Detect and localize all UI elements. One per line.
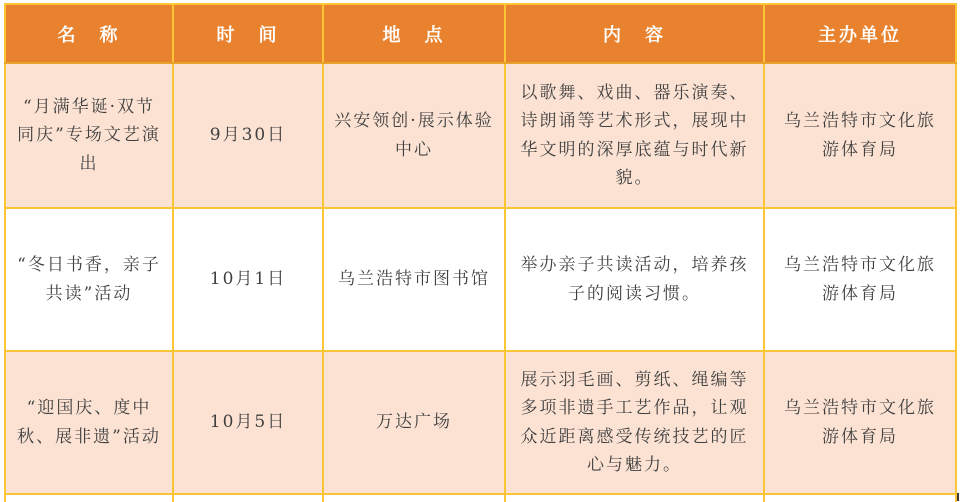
cell-location: 乌兰浩特市图书馆	[323, 208, 505, 351]
cell-name: “冬日书香，亲子共读”活动	[5, 208, 173, 351]
cell-organizer: 乌兰浩特市文化旅游体育局	[764, 208, 956, 351]
column-header-name: 名 称	[5, 4, 173, 63]
cell-organizer: 乌兰浩特市文化旅游体育局	[764, 63, 956, 208]
table-row	[5, 63, 956, 208]
table-row-partial	[5, 494, 956, 502]
table-row	[5, 351, 956, 494]
column-header-location: 地 点	[323, 4, 505, 63]
cell-content: 展示羽毛画、剪纸、绳编等多项非遗手工艺作品，让观众近距离感受传统技艺的匠心与魅力。	[505, 351, 764, 494]
cell-empty	[764, 494, 956, 502]
cell-name: “月满华诞·双节同庆”专场文艺演出	[5, 63, 173, 208]
table-header-row	[5, 4, 956, 63]
cell-time: 10月5日	[173, 351, 323, 494]
cell-content: 以歌舞、戏曲、器乐演奏、诗朗诵等艺术形式，展现中华文明的深厚底蕴与时代新貌。	[505, 63, 764, 208]
column-header-content: 内 容	[505, 4, 764, 63]
cell-location: 万达广场	[323, 351, 505, 494]
cell-empty	[323, 494, 505, 502]
cell-location: 兴安领创·展示体验中心	[323, 63, 505, 208]
cell-empty	[173, 494, 323, 502]
cell-time: 10月1日	[173, 208, 323, 351]
cell-empty	[5, 494, 173, 502]
cell-content: 举办亲子共读活动，培养孩子的阅读习惯。	[505, 208, 764, 351]
column-header-organizer: 主办单位	[764, 4, 956, 63]
table-body	[5, 63, 956, 502]
text-cursor-artifact	[957, 493, 959, 501]
cell-time: 9月30日	[173, 63, 323, 208]
table-row	[5, 208, 956, 351]
cell-name: “迎国庆、度中秋、展非遗”活动	[5, 351, 173, 494]
column-header-time: 时 间	[173, 4, 323, 63]
events-table	[4, 3, 957, 502]
cell-organizer: 乌兰浩特市文化旅游体育局	[764, 351, 956, 494]
cell-empty	[505, 494, 764, 502]
